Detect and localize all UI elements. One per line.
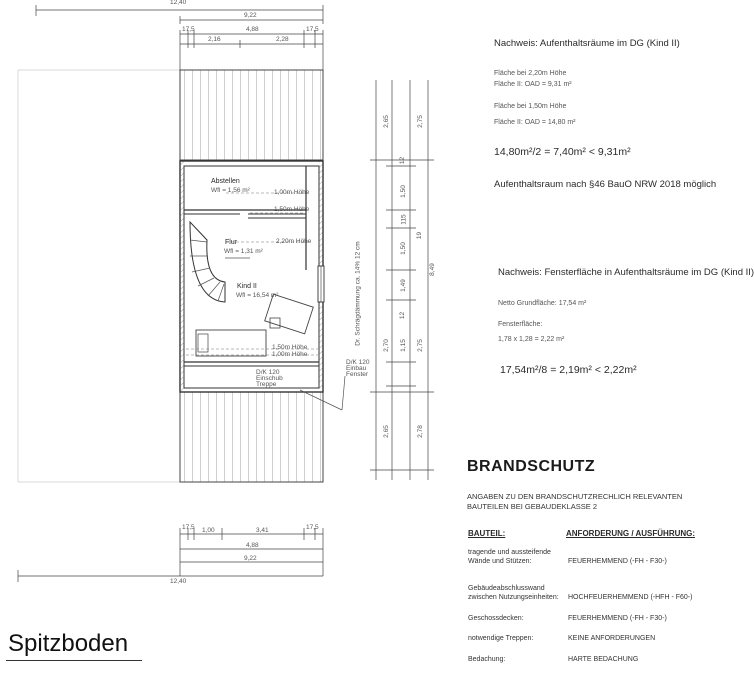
room-abstellen-h2: 1,50m Höhe <box>274 206 310 213</box>
room-flur-h: 2,20m Höhe <box>276 238 312 245</box>
dim-bottom-d: 17,5 <box>306 524 319 531</box>
fire-title: BRANDSCHUTZ <box>467 458 596 475</box>
dim-top-seg-b: 4,88 <box>246 26 259 33</box>
fire-row1-a1: tragende und aussteifende <box>468 549 551 556</box>
fire-row2-b: HOCHFEUERHEMMEND (-HFH - F60-) <box>568 594 693 601</box>
proof2-line2: Fensterfläche: <box>498 321 543 328</box>
roof-surface-bottom <box>180 392 323 482</box>
wall-hatch-left <box>180 161 184 392</box>
room-abstellen-area: Wfl = 1,56 m² <box>211 187 250 194</box>
dim-bottom-c: 3,41 <box>256 527 269 534</box>
dim-right-total: 8,49 <box>428 263 436 276</box>
room-kind-area: Wfl = 16,54 m² <box>236 292 279 299</box>
dim-bottom-b: 1,00 <box>202 527 215 534</box>
dim-right-10: 2,65 <box>382 425 390 438</box>
fire-col-bauteil: BAUTEIL: <box>468 529 506 538</box>
room-kind-name: Kind II <box>237 283 257 290</box>
roof-surface-top <box>180 70 323 160</box>
room-kind-h1: 1,50m Höhe <box>272 344 308 351</box>
dim-right-6: 1,49 <box>399 279 407 292</box>
room-kind-h2: 1,00m Höhe <box>272 351 308 358</box>
dim-right-4: 115 <box>400 214 408 225</box>
fire-row4-a2: notwendige Treppen: <box>468 635 534 642</box>
dim-right-b2: 19 <box>416 231 424 240</box>
proof1-formula: 14,80m²/2 = 7,40m² < 9,31m² <box>494 146 631 158</box>
label-einbau: D/K 120 Einbau Fenster <box>346 359 370 378</box>
proof1-title: Nachweis: Aufenthaltsräume im DG (Kind II) <box>494 38 680 49</box>
fire-row3-b: FEUERHEMMEND (-FH - F30-) <box>568 615 667 622</box>
proof1-line3: Fläche bei 1,50m Höhe <box>494 103 567 110</box>
dim-bottom-mid: 9,22 <box>244 555 257 562</box>
proof2-line1: Netto Grundfläche: 17,54 m² <box>498 300 587 307</box>
dim-right-5: 1,50 <box>399 242 407 255</box>
proof1-line4: Fläche II: OAD = 14,80 m² <box>494 119 576 126</box>
fire-row5-b: HARTE BEDACHUNG <box>568 656 639 663</box>
dim-overall-top: 12,40 <box>170 0 187 6</box>
dim-right-b1: 2,75 <box>416 115 424 128</box>
dim-bottom-overall: 12,40 <box>170 578 187 585</box>
dim-top-wall-right: 17,5 <box>306 26 319 33</box>
fire-row1-a2: Wände und Stützen: <box>468 558 532 565</box>
dim-right-b3: 2,75 <box>416 339 424 352</box>
dim-right-b4: 2,78 <box>416 425 424 438</box>
fire-col-anforderung: ANFORDERUNG / AUSFÜHRUNG: <box>566 529 696 538</box>
fire-subtitle-2: BAUTEILEN BEI GEBAUDEKLASSE 2 <box>467 502 598 511</box>
dim-right-7: 12 <box>399 311 407 320</box>
room-abstellen-h1: 1,00m Höhe <box>274 189 310 196</box>
dim-right-1: 2,65 <box>382 115 390 128</box>
proof2-line3: 1,78 x 1,28 = 2,22 m² <box>498 336 565 343</box>
page-title-underline <box>6 660 142 661</box>
dim-top-seg-a: 2,16 <box>208 36 221 43</box>
bottom-dimensions <box>18 528 323 582</box>
proof1-line2: Fläche II: OAD = 9,31 m² <box>494 81 572 88</box>
proof1-conclusion: Aufenthaltsraum nach §46 BauO NRW 2018 möglich <box>494 179 717 190</box>
dim-inner-top: 9,22 <box>244 12 257 19</box>
fire-row3-a2: Geschossdecken: <box>468 615 524 622</box>
fire-subtitle-1: ANGABEN ZU DEN BRANDSCHUTZRECHLICH RELEVANTEN <box>467 492 683 501</box>
dim-top-wall-left: 17,5 <box>182 26 195 33</box>
dim-bottom-inner: 4,88 <box>246 542 259 549</box>
label-einschub: D/K 120 Einschub Treppe <box>256 369 283 388</box>
fire-row2-a2: zwischen Nutzungseinheiten: <box>468 594 559 601</box>
dim-top-seg-c: 2,28 <box>276 36 289 43</box>
proof2-title: Nachweis: Fensterfläche in Aufenthaltsräume im DG (Kind II) <box>498 267 754 278</box>
room-flur-area: Wfl = 1,31 m² <box>224 248 263 255</box>
dim-right-8: 1,15 <box>399 339 407 352</box>
proof1-line1: Fläche bei 2,20m Höhe <box>494 70 567 77</box>
dim-right-9: 2,70 <box>382 339 390 352</box>
dim-right-3: 1,50 <box>399 185 407 198</box>
window-note: Dr. Schrägdämmung ca. 14% 12 cm <box>354 241 362 346</box>
staircase <box>190 222 225 302</box>
fire-row5-a2: Bedachung: <box>468 656 506 663</box>
page-title: Spitzboden <box>8 630 129 657</box>
fire-row4-b: KEINE ANFORDERUNGEN <box>568 635 656 642</box>
fire-row1-b: FEUERHEMMEND (-FH - F30-) <box>568 558 667 565</box>
fire-row2-a1: Gebäudeabschlusswand <box>468 585 545 592</box>
window-leader-b <box>342 376 345 410</box>
dim-right-2: 12 <box>399 156 407 165</box>
dim-bottom-a: 17,5 <box>182 524 195 531</box>
room-abstellen-name: Abstellen <box>211 178 240 185</box>
proof2-formula: 17,54m²/8 = 2,19m² < 2,22m² <box>500 364 637 376</box>
room-flur-name: Flur <box>225 239 238 246</box>
